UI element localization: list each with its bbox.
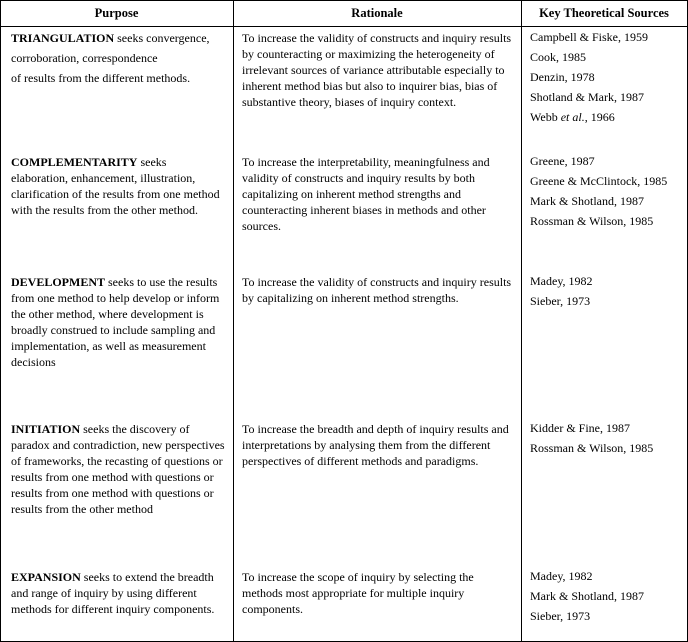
source-item: Greene & McClintock, 1985 xyxy=(530,174,668,188)
purpose-text: seeks to use the results from one method to help develop or inform the other method, where development is broadly construed to include sampling and implementation, as well as measurement decisions xyxy=(11,275,220,369)
source-item: Sieber, 1973 xyxy=(530,294,591,308)
source-item: Madey, 1982 xyxy=(530,274,593,288)
source-item: Madey, 1982 xyxy=(530,569,593,583)
purpose-text: corroboration, correspondence xyxy=(11,51,158,65)
rationale-development: To increase the validity of constructs and inquiry results by capitalizing on inherent method strengths. xyxy=(242,275,512,305)
header-divider xyxy=(0,26,688,27)
column-divider-1 xyxy=(233,0,234,642)
source-item: Mark & Shotland, 1987 xyxy=(530,589,644,603)
header-rationale: Rationale xyxy=(351,6,403,20)
sources-development xyxy=(530,274,680,314)
source-item: Sieber, 1973 xyxy=(530,609,591,623)
rationale-complementarity: To increase the interpretability, meaningfulness and validity of constructs and inquiry results by both capitalizing on inherent method strengths and counteracting inherent biases in methods and other sources. xyxy=(242,155,490,233)
source-item: Campbell & Fiske, 1959 xyxy=(530,30,648,44)
source-item: Cook, 1985 xyxy=(530,50,587,64)
table-border-top xyxy=(0,0,688,1)
purpose-text: seeks to extend the breadth and range of inquiry by using different methods for different inquiry components. xyxy=(11,570,215,616)
sources-triangulation xyxy=(530,30,680,130)
purpose-text: seeks convergence, xyxy=(114,31,210,45)
purpose-text: seeks the discovery of paradox and contradiction, new perspectives of frameworks, the recasting of questions or results from one method with questions or results from one method with questions or results from the other method xyxy=(11,422,225,516)
source-item: Greene, 1987 xyxy=(530,154,595,168)
sources-expansion xyxy=(530,569,680,629)
source-item: Mark & Shotland, 1987 xyxy=(530,194,644,208)
source-item: Shotland & Mark, 1987 xyxy=(530,90,644,104)
sources-initiation xyxy=(530,421,680,461)
purpose-text: seeks elaboration, enhancement, illustration, clarification of the results from one method with the results from the other method. xyxy=(11,155,220,217)
table-border-left xyxy=(0,0,1,642)
column-divider-2 xyxy=(521,0,522,642)
source-item: Kidder & Fine, 1987 xyxy=(530,421,630,435)
source-item: Rossman & Wilson, 1985 xyxy=(530,441,654,455)
purpose-keyword: EXPANSION xyxy=(11,570,81,584)
sources-complementarity xyxy=(530,154,680,234)
purpose-complementarity xyxy=(11,154,226,218)
source-item: Denzin, 1978 xyxy=(530,70,595,84)
purpose-expansion xyxy=(11,569,226,617)
source-item: Webb et al., 1966 xyxy=(530,110,615,124)
rationale-initiation: To increase the breadth and depth of inquiry results and interpretations by analysing them from the different perspectives of different methods and paradigms. xyxy=(242,422,509,468)
purpose-keyword: INITIATION xyxy=(11,422,81,436)
rationale-expansion: To increase the scope of inquiry by selecting the methods most appropriate for multiple inquiry components. xyxy=(242,570,474,616)
header-purpose: Purpose xyxy=(94,6,139,20)
purpose-development xyxy=(11,274,226,370)
header-sources: Key Theoretical Sources xyxy=(539,6,669,20)
source-item: Rossman & Wilson, 1985 xyxy=(530,214,654,228)
purpose-keyword: COMPLEMENTARITY xyxy=(11,155,138,169)
purpose-text: of results from the different methods. xyxy=(11,71,191,85)
purpose-initiation xyxy=(11,421,226,517)
purpose-keyword: TRIANGULATION xyxy=(11,31,115,45)
purpose-triangulation xyxy=(11,30,226,86)
purpose-keyword: DEVELOPMENT xyxy=(11,275,106,289)
rationale-triangulation: To increase the validity of constructs and inquiry results by counteracting or maximizing the heterogeneity of irrelevant sources of variance attributable especially to inherent method bias but also to inquirer bias, bias of substantive theory, biases of inquiry context. xyxy=(242,31,512,109)
